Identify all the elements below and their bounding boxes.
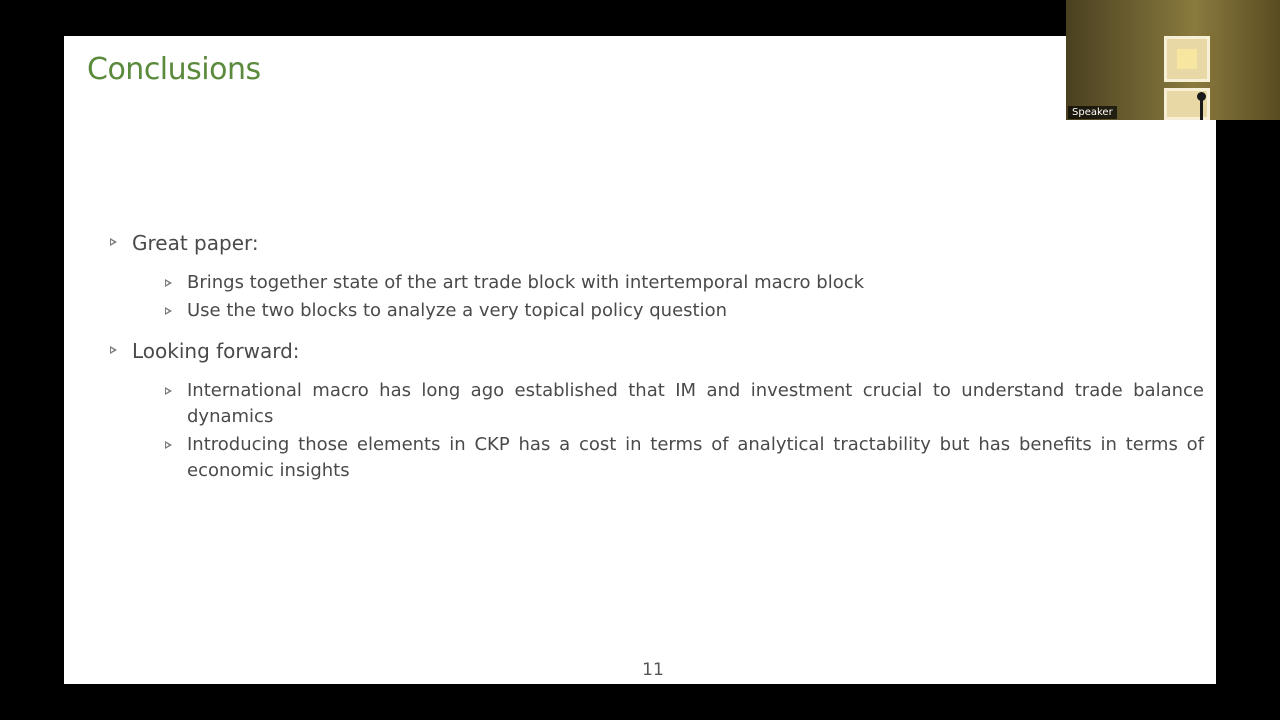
sub-bullet-text: Brings together state of the art trade block with intertemporal macro block: [187, 272, 865, 293]
zoom-watermark: zoom: [1096, 646, 1200, 687]
bullet-list: [108, 230, 1204, 486]
triangle-bullet-icon: [110, 346, 117, 354]
triangle-bullet-icon: [165, 441, 172, 449]
triangle-bullet-icon: [165, 279, 172, 287]
sub-bullet-item: [163, 270, 1204, 296]
wall-frame-image: [1164, 36, 1210, 82]
bullet-item: [108, 230, 1204, 324]
sub-bullet-item: [163, 432, 1204, 484]
speaker-name-label: Speaker: [1068, 106, 1117, 119]
bullet-item: [108, 338, 1204, 484]
triangle-bullet-icon: [165, 387, 172, 395]
sub-bullet-text: Introducing those elements in CKP has a cost in terms of analytical tractability but has benefits in terms of economic insights: [187, 434, 1204, 481]
triangle-bullet-icon: [165, 307, 172, 315]
triangle-bullet-icon: [110, 238, 117, 246]
sub-bullet-text: Use the two blocks to analyze a very topical policy question: [187, 300, 728, 321]
speaker-video-tile[interactable]: [1066, 0, 1280, 120]
sub-bullet-item: [163, 378, 1204, 430]
sub-bullet-list: [108, 378, 1204, 484]
presentation-slide: [64, 36, 1216, 684]
slide-title: Conclusions: [87, 52, 261, 87]
sub-bullet-text: International macro has long ago established that IM and investment crucial to understand trade balance dynamics: [187, 380, 1204, 427]
bullet-text: Looking forward:: [132, 339, 300, 363]
sub-bullet-item: [163, 298, 1204, 324]
bullet-text: Great paper:: [132, 231, 259, 255]
sub-bullet-list: [108, 270, 1204, 324]
microphone-stand: [1200, 100, 1203, 120]
page-number: 11: [642, 660, 664, 680]
